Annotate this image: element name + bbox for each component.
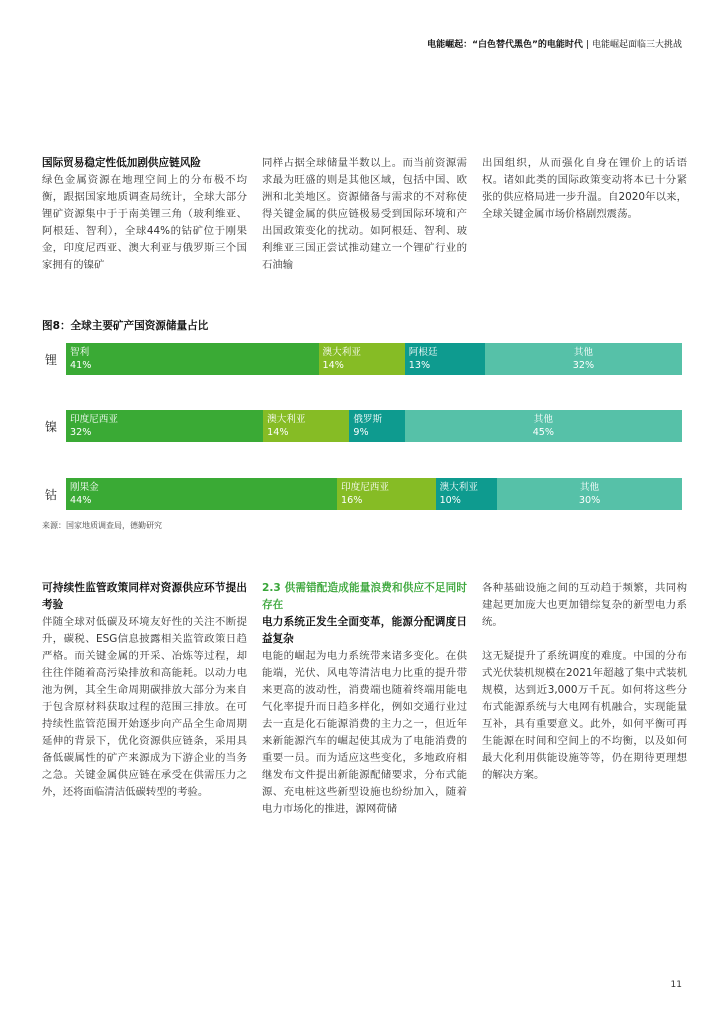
bar-segment bbox=[66, 343, 319, 375]
segment-percent: 44% bbox=[70, 495, 92, 506]
bar-segment bbox=[497, 478, 682, 510]
header-title: 电能崛起：“白色替代黑色”的电能时代 bbox=[427, 40, 583, 50]
segment-name: 澳大利亚 bbox=[322, 347, 361, 358]
bar-segment bbox=[349, 410, 404, 442]
paragraph-trade-risk-2: 同样占据全球储量半数以上。而当前资源需求最为旺盛的则是其他区域，包括中国、欧洲和北美地区。资源储备与需求的不对称使得关键金属的供应链极易受到国际环境和产出国政策变化的扰动。如阿根廷、智利、玻利维亚三国正尝试推动建立一个锂矿行业的石油输 bbox=[262, 157, 467, 271]
text-column-1 bbox=[42, 155, 247, 274]
bar-row-1 bbox=[66, 410, 682, 442]
segment-name: 澳大利亚 bbox=[439, 482, 478, 493]
bar-segment bbox=[319, 343, 405, 375]
bar-segment bbox=[405, 410, 682, 442]
bar-segment bbox=[337, 478, 436, 510]
bar-row-2 bbox=[66, 478, 682, 510]
header-section: 电能崛起面临三大挑战 bbox=[591, 40, 682, 50]
bar-label-1: 镍 bbox=[44, 420, 57, 434]
segment-name: 智利 bbox=[70, 347, 90, 358]
header-separator: | bbox=[585, 40, 589, 50]
segment-percent: 32% bbox=[572, 360, 595, 371]
bar-label-0: 锂 bbox=[44, 353, 57, 367]
paragraph-power-system-2: 各种基础设施之间的互动趋于频繁，共同构建起更加庞大也更加错综复杂的新型电力系统。 bbox=[482, 582, 687, 628]
segment-name: 其他 bbox=[579, 482, 600, 493]
figure-title: 图8：全球主要矿产国资源储量占比 bbox=[42, 320, 209, 332]
segment-percent: 41% bbox=[70, 360, 92, 371]
segment-name: 印度尼西亚 bbox=[341, 482, 389, 493]
bar-segment bbox=[436, 478, 498, 510]
section-heading-2-3: 2.3 供需错配造成能量浪费和供应不足同时存在 bbox=[262, 582, 467, 611]
bar-segment bbox=[405, 343, 485, 375]
segment-percent: 10% bbox=[439, 495, 461, 506]
segment-percent: 9% bbox=[353, 427, 369, 438]
running-header bbox=[427, 37, 682, 50]
segment-name: 其他 bbox=[533, 414, 553, 425]
segment-percent: 16% bbox=[341, 495, 363, 506]
text-column-6 bbox=[482, 580, 687, 784]
text-column-2 bbox=[262, 155, 467, 274]
text-column-5 bbox=[262, 580, 467, 818]
figure-source: 来源：国家地质调查局，德勤研究 bbox=[42, 521, 162, 530]
page-number: 11 bbox=[670, 980, 682, 990]
bar-segment bbox=[263, 410, 349, 442]
paragraph-power-system-1: 电能的崛起为电力系统带来诸多变化。在供能端，光伏、风电等清洁电力比重的提升带来更高的波动性，消费端也随着终端用能电气化率提升而日趋多样化，例如交通行业过去一直是化石能源消费的主力之一，但近年来新能源汽车的崛起使其成为了电能消费的重要一员。而为适应这些变化，多地政府相继发布文件提出新能源配储要求，分布式能源、充电桩这些新型设施也纷纷加入，随着电力市场化的推进，源网荷储 bbox=[262, 650, 467, 815]
bar-label-2: 钴 bbox=[44, 488, 57, 502]
subheading-power-system: 电力系统正发生全面变革，能源分配调度日益复杂 bbox=[262, 616, 467, 645]
segment-percent: 14% bbox=[267, 427, 289, 438]
segment-percent: 45% bbox=[532, 427, 555, 438]
bar-row-0 bbox=[66, 343, 682, 375]
segment-percent: 30% bbox=[578, 495, 601, 506]
bar-segment bbox=[485, 343, 682, 375]
segment-name: 阿根廷 bbox=[408, 347, 438, 358]
paragraph-trade-risk-1: 绿色金属资源在地理空间上的分布极不均衡，跟据国家地质调查局统计，全球大部分锂矿资源集中于于南美锂三角（玻利维亚、阿根廷、智利），全球44%的钴矿位于刚果金，印度尼西亚、澳大利亚与俄罗斯三个国家拥有的镍矿 bbox=[42, 174, 247, 271]
segment-percent: 14% bbox=[322, 360, 344, 371]
paragraph-trade-risk-3: 出国组织，从而强化自身在锂价上的话语权。诸如此类的国际政策变动将本已十分紧张的供应格局进一步升温。自2020年以来，全球关键金属市场价格剧烈震荡。 bbox=[482, 157, 687, 220]
paragraph-power-system-3: 这无疑提升了系统调度的难度。中国的分布式光伏装机规模在2021年超越了集中式装机规模，达到近3,000万千瓦。如何将这些分布式能源系统与大电网有机融合，实现能量互补，具有重要意义。此外，如何平衡可再生能源在时间和空间上的不均衡，以及如何最大化利用供能设施等等，仍在期待更理想的解决方案。 bbox=[482, 650, 687, 781]
segment-percent: 13% bbox=[408, 360, 431, 371]
segment-name: 澳大利亚 bbox=[267, 414, 306, 425]
bar-segment bbox=[66, 478, 337, 510]
section-heading-sustainability: 可持续性监管政策同样对资源供应环节提出考验 bbox=[42, 582, 247, 611]
text-column-3 bbox=[482, 155, 687, 223]
section-heading-trade-risk: 国际贸易稳定性低加剧供应链风险 bbox=[42, 157, 201, 169]
segment-name: 印度尼西亚 bbox=[70, 414, 118, 425]
segment-percent: 32% bbox=[70, 427, 92, 438]
segment-name: 刚果金 bbox=[70, 482, 99, 493]
bar-segment bbox=[66, 410, 263, 442]
segment-name: 俄罗斯 bbox=[353, 414, 383, 425]
text-column-4 bbox=[42, 580, 247, 801]
segment-name: 其他 bbox=[573, 347, 593, 358]
paragraph-sustainability: 伴随全球对低碳及环境友好性的关注不断提升，碳税、ESG信息披露相关监管政策日趋严格。而关键金属的开采、冶炼等过程，却往往伴随着高污染排放和高能耗。以动力电池为例，其全生命周期碳排放大部分为来自于包含原材料获取过程的范围三排放。在可持续性监管范围开始逐步向产品全生命周期延伸的背景下，优化资源供应链条，采用具备低碳属性的矿产来源成为下游企业的当务之急。关键金属供应链在承受在供需压力之外，还将面临清洁低碳转型的考验。 bbox=[42, 616, 247, 798]
